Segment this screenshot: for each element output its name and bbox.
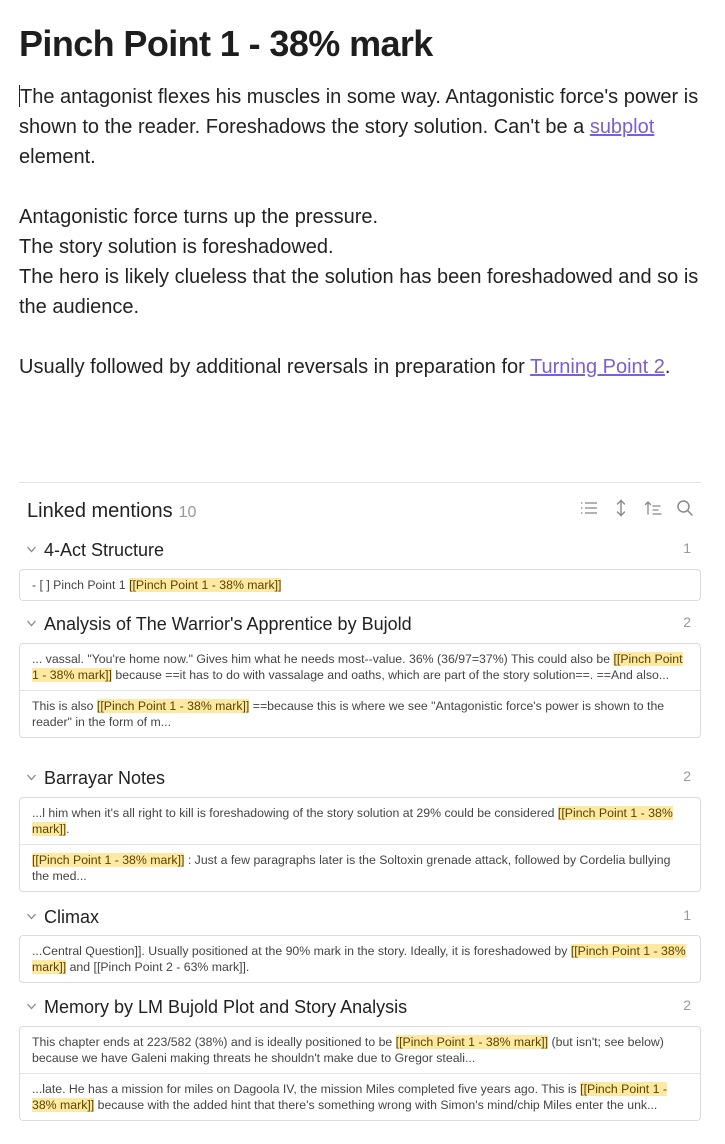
linked-mentions-header	[27, 498, 701, 526]
mention-group-climax[interactable]	[19, 904, 701, 930]
mention-snippets	[19, 643, 701, 738]
highlighted-link: [[Pinch Point 1 - 38% mark]]	[32, 806, 673, 836]
paragraph-intro[interactable]: The antagonist flexes his muscles in some way. Antagonistic force's power is shown to the reader. Foreshadows the story solution. Can't be a subplot element.	[19, 86, 699, 168]
highlighted-link: [[Pinch Point 1 - 38% mark]]	[32, 853, 185, 867]
mention-group-barrayar-notes[interactable]	[19, 765, 701, 791]
list-icon[interactable]	[579, 498, 599, 518]
mention-snippet[interactable]: - [ ] Pinch Point 1 [[Pinch Point 1 - 38% mark]]	[32, 578, 282, 592]
search-icon[interactable]	[675, 498, 695, 518]
mention-snippets	[19, 797, 701, 892]
backlinks-divider	[19, 482, 701, 483]
group-title: Climax	[44, 907, 100, 927]
highlighted-link: [[Pinch Point 1 - 38% mark]]	[129, 578, 282, 592]
mention-snippet[interactable]: ...l him when it's all right to kill is foreshadowing of the story solution at 29% could be considered [[Pinch Point 1 - 38% mark]].	[32, 806, 673, 836]
group-count: 2	[683, 614, 691, 630]
linked-mentions-count: 10	[178, 504, 197, 521]
chevron-down-icon[interactable]	[26, 618, 37, 629]
internal-link-turning-point-2[interactable]: Turning Point 2	[530, 356, 665, 378]
mention-snippets	[19, 935, 701, 983]
chevron-down-icon[interactable]	[26, 544, 37, 555]
group-title: Barrayar Notes	[44, 768, 166, 788]
group-count: 1	[683, 907, 691, 923]
mention-snippet[interactable]: [[Pinch Point 1 - 38% mark]] : Just a few paragraphs later is the Soltoxin grenade attack, followed by Cordelia bullying the med...	[20, 844, 700, 891]
linked-mentions-toolbar	[579, 498, 695, 518]
mention-group-memory-analysis[interactable]	[19, 994, 701, 1020]
mention-snippet[interactable]: This chapter ends at 223/582 (38%) and is ideally positioned to be [[Pinch Point 1 - 38% mark]] (but isn't; see below) because we have Galeni making threats he shouldn't make due to Gregor steali...	[32, 1035, 664, 1065]
mention-snippet[interactable]: This is also [[Pinch Point 1 - 38% mark]] ==because this is where we see "Antagonistic force's power is shown to the reader" in the form of m...	[20, 690, 700, 737]
group-count: 1	[683, 540, 691, 556]
linked-mentions-title[interactable]: Linked mentions 10	[27, 500, 197, 522]
chevron-down-icon[interactable]	[26, 772, 37, 783]
group-title: Memory by LM Bujold Plot and Story Analysis	[44, 997, 408, 1017]
highlighted-link: [[Pinch Point 1 - 38% mark]]	[395, 1035, 549, 1049]
chevron-down-icon[interactable]	[26, 911, 37, 922]
mention-snippet[interactable]: ...Central Question]]. Usually positioned at the 90% mark in the story. Ideally, it is foreshadowed by [[Pinch Point 1 - 38% mark]] and [[Pinch Point 2 - 63% mark]].	[32, 944, 686, 974]
highlighted-link: [[Pinch Point 1 - 38% mark]]	[32, 1082, 667, 1112]
paragraph-pressure[interactable]: Antagonistic force turns up the pressure. The story solution is foreshadowed. The hero is likely clueless that the solution has been foreshadowed and so is the audience.	[19, 206, 699, 318]
sort-icon[interactable]	[643, 498, 663, 518]
group-title: 4-Act Structure	[44, 540, 165, 560]
group-count: 2	[683, 997, 691, 1013]
mention-snippet[interactable]: ... vassal. "You're home now." Gives him what he needs most--value. 36% (36/97=37%) This could also be [[Pinch Point 1 - 38% mark]] because ==it has to do with vassalage and oaths, which are part of the story solution==. ==And also...	[32, 652, 683, 682]
mention-snippets	[19, 1026, 701, 1121]
mention-snippets	[19, 569, 701, 601]
internal-link-subplot[interactable]: subplot	[589, 116, 655, 138]
highlighted-link: [[Pinch Point 1 - 38% mark]]	[96, 699, 250, 713]
expand-collapse-icon[interactable]	[611, 498, 631, 518]
highlighted-link: [[Pinch Point 1 - 38% mark]]	[32, 652, 683, 682]
group-title: Analysis of The Warrior's Apprentice by Bujold	[44, 614, 412, 634]
chevron-down-icon[interactable]	[26, 1001, 37, 1012]
paragraph-followup[interactable]: Usually followed by additional reversals in preparation for Turning Point 2.	[19, 356, 671, 378]
mention-group-4-act-structure[interactable]	[19, 537, 701, 563]
mention-group-warriors-apprentice[interactable]	[19, 611, 701, 637]
group-count: 2	[683, 768, 691, 784]
page-title: Pinch Point 1 - 38% mark	[19, 23, 433, 64]
mention-snippet[interactable]: ...late. He has a mission for miles on Dagoola IV, the mission Miles completed five years ago. This is [[Pinch Point 1 - 38% mark]] because with the added hint that there's something wrong with Simon's mind/chip Miles enter the unk...	[20, 1073, 700, 1120]
highlighted-link: [[Pinch Point 1 - 38% mark]]	[32, 944, 686, 974]
